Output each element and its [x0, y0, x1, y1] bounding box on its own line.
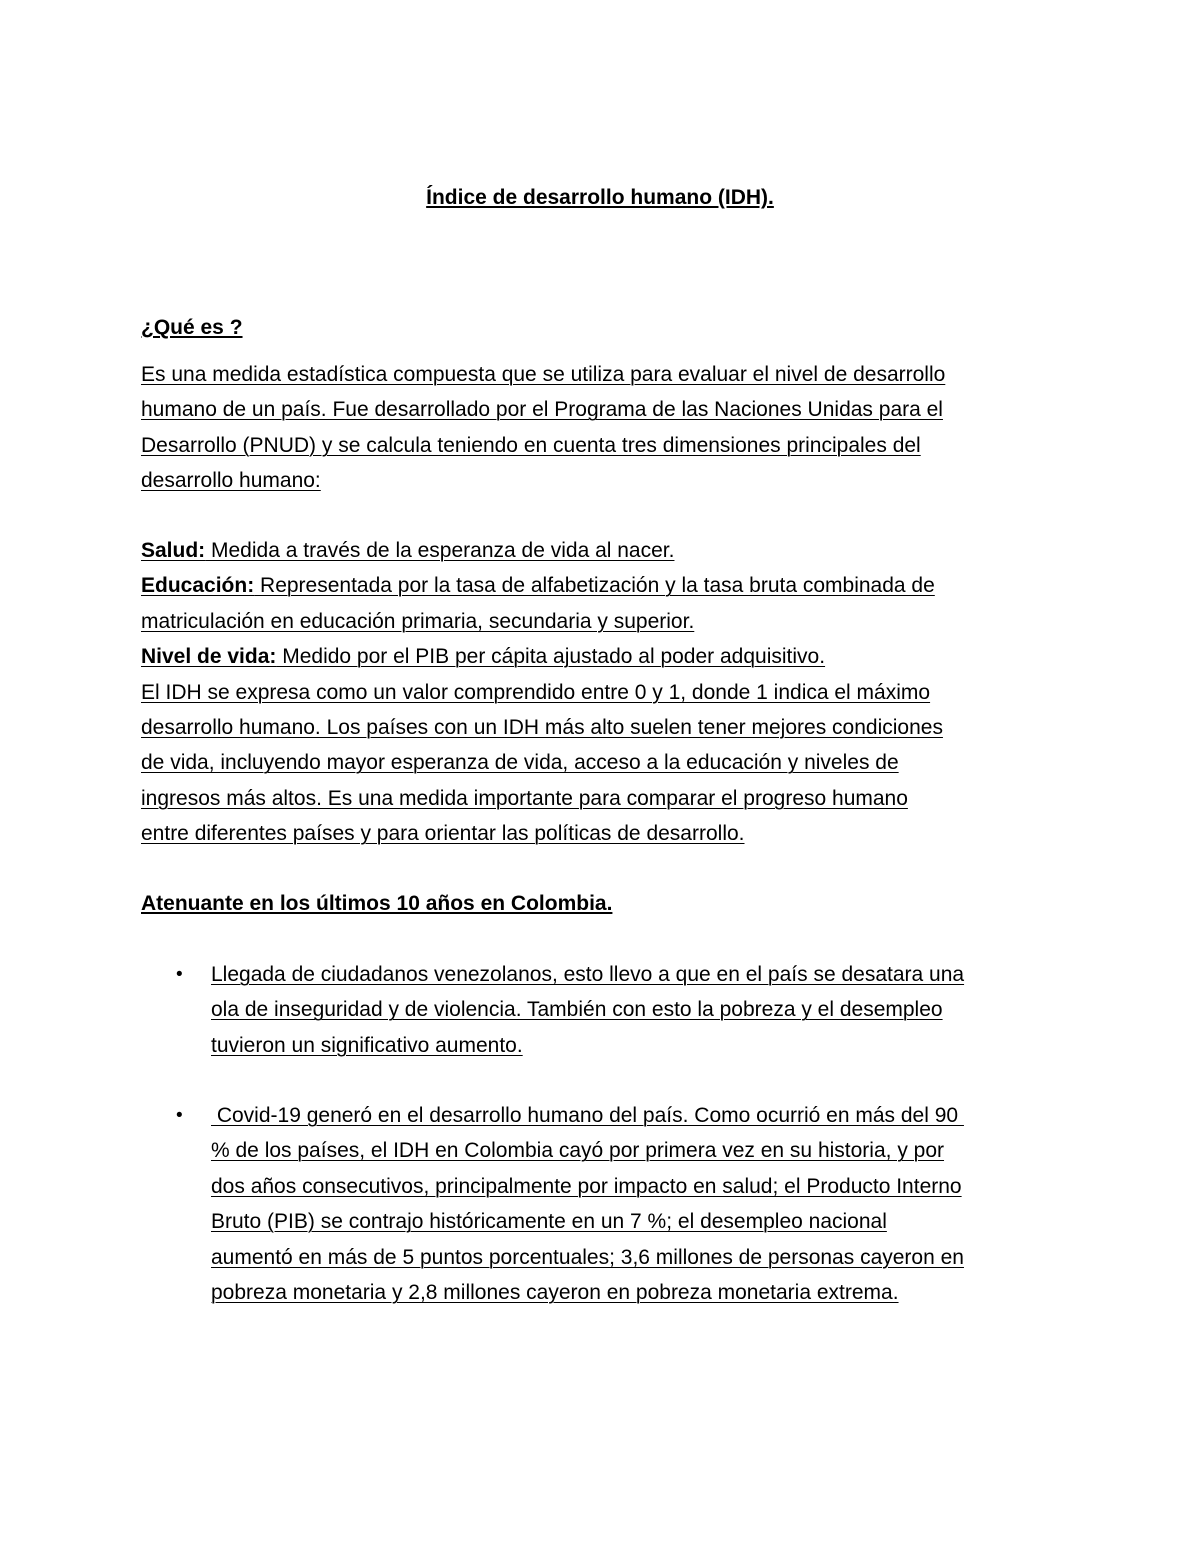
closing-line: de vida, incluyendo mayor esperanza de vida, acceso a la educación y niveles de	[141, 751, 899, 775]
bullet-line: pobreza monetaria y 2,8 millones cayeron en pobreza monetaria extrema.	[211, 1281, 899, 1305]
dimension-salud-text: Medida a través de la esperanza de vida al nacer.	[205, 539, 675, 562]
closing-line: desarrollo humano. Los países con un IDH más alto suelen tener mejores condiciones	[141, 716, 943, 740]
document-title: Índice de desarrollo humano (IDH).	[426, 186, 774, 209]
bullet-line: aumentó en más de 5 puntos porcentuales; 3,6 millones de personas cayeron en	[211, 1245, 964, 1269]
bullet-line: Covid-19 generó en el desarrollo humano del país. Como ocurrió en más del 90	[211, 1104, 964, 1127]
dimension-nivel-text: Medido por el PIB per cápita ajustado al poder adquisitivo.	[276, 645, 826, 669]
bullet-line: Bruto (PIB) se contrajo históricamente en un 7 %; el desempleo nacional	[211, 1210, 887, 1234]
bullet-icon: •	[176, 1105, 183, 1126]
bullet-text	[211, 1098, 1091, 1310]
dimensions-paragraph	[141, 533, 1081, 852]
dimension-educacion-label: Educación:	[141, 574, 255, 598]
intro-line: desarrollo humano:	[141, 469, 321, 493]
dimension-educacion	[141, 568, 1081, 603]
bullet-line: dos años consecutivos, principalmente por impacto en salud; el Producto Interno	[211, 1174, 962, 1198]
dimension-nivel-label: Nivel de vida:	[141, 645, 277, 669]
intro-line: Es una medida estadística compuesta que se utiliza para evaluar el nivel de desarrollo	[141, 363, 946, 386]
dimension-salud	[141, 533, 1081, 568]
bullet-line: tuvieron un significativo aumento.	[211, 1033, 523, 1057]
intro-paragraph	[141, 357, 1081, 499]
dimension-educacion-continued: matriculación en educación primaria, secundaria y superior.	[141, 609, 695, 633]
bullet-line: ola de inseguridad y de violencia. También con esto la pobreza y el desempleo	[211, 998, 943, 1022]
dimension-salud-label: Salud:	[141, 539, 206, 562]
section-heading-atenuante: Atenuante en los últimos 10 años en Colombia.	[141, 892, 613, 915]
bullet-line: Llegada de ciudadanos venezolanos, esto llevo a que en el país se desatara una	[211, 963, 965, 986]
dimension-nivel	[141, 639, 1081, 674]
dimension-educacion-text: Representada por la tasa de alfabetización y la tasa bruta combinada de	[254, 574, 935, 598]
bullet-icon: •	[176, 964, 183, 985]
section-heading-que-es: ¿Qué es ?	[141, 316, 243, 339]
intro-line: Desarrollo (PNUD) y se calcula teniendo en cuenta tres dimensiones principales del	[141, 433, 921, 457]
intro-line: humano de un país. Fue desarrollado por el Programa de las Naciones Unidas para el	[141, 398, 943, 422]
bullet-text	[211, 957, 1091, 1063]
closing-line: El IDH se expresa como un valor comprendido entre 0 y 1, donde 1 indica el máximo	[141, 680, 931, 704]
closing-line: entre diferentes países y para orientar las políticas de desarrollo.	[141, 822, 745, 846]
bullet-line: % de los países, el IDH en Colombia cayó por primera vez en su historia, y por	[211, 1139, 945, 1163]
closing-line: ingresos más altos. Es una medida importante para comparar el progreso humano	[141, 786, 908, 810]
